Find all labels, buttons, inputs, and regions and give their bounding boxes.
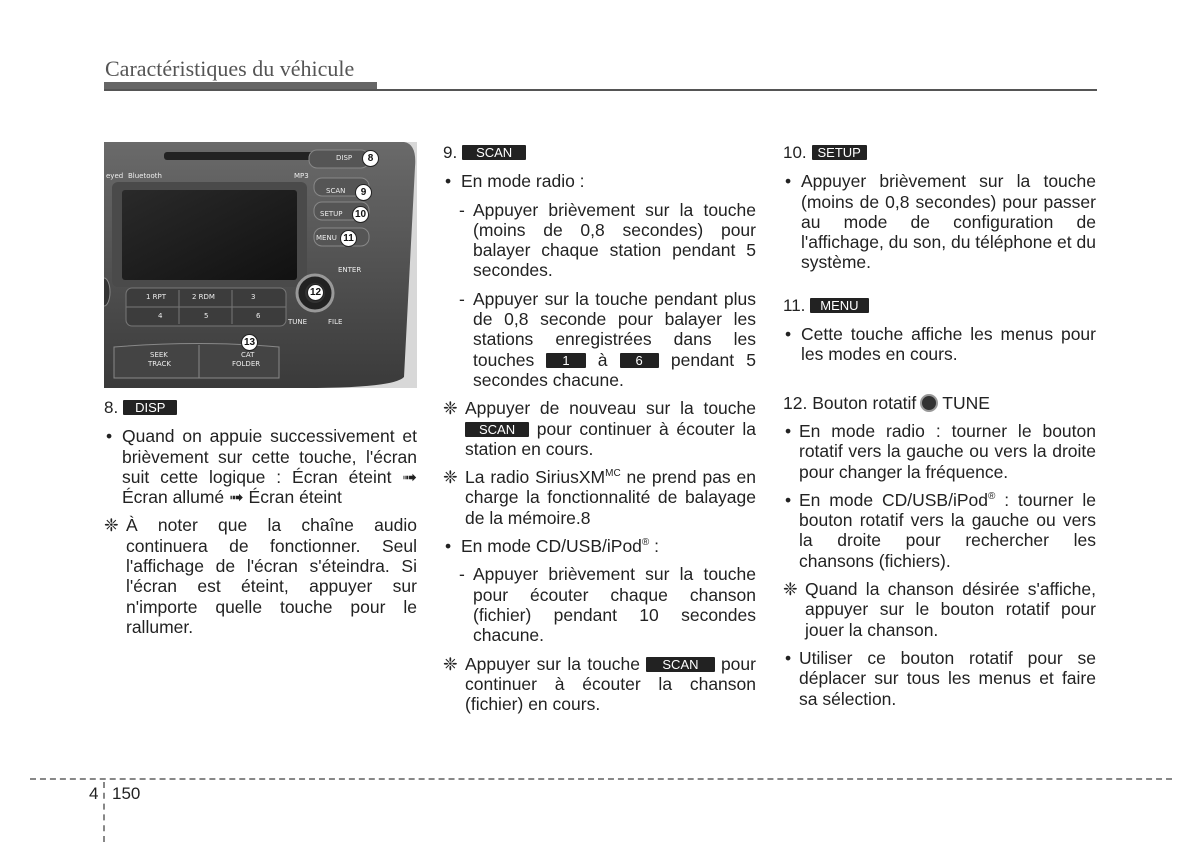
column-3 — [783, 142, 1096, 709]
siriusxm-note — [443, 467, 756, 528]
note-icon: ❈ — [783, 579, 798, 600]
and-text: à — [597, 349, 608, 370]
section-10-bullet: • Appuyer brièvement sur la touche (moins de 0,8 secondes) pour passer au mode de configuration de l'affichage, du son, du téléphone et du système. — [783, 171, 1096, 272]
footer-rule — [30, 778, 1172, 780]
section-11-heading — [783, 295, 1096, 316]
chapter-number: 4 — [89, 784, 99, 803]
bluetooth-label: Bluetooth — [128, 172, 162, 180]
scan-key-badge: SCAN — [646, 657, 714, 672]
column-1 — [104, 397, 417, 637]
note-text: Appuyer de nouveau sur la touche — [465, 398, 756, 419]
registered-mark: ® — [987, 491, 996, 503]
setup-button-label: SETUP — [320, 210, 343, 218]
note-text: pour continuer à écouter la station en cours. — [465, 418, 756, 459]
callout-12: 12 — [307, 284, 324, 301]
note-icon: ❈ — [443, 653, 458, 674]
scan-song-note — [443, 654, 756, 715]
section-number: 11. — [783, 295, 806, 315]
note-icon: ❈ — [104, 515, 119, 536]
callout-10: 10 — [352, 206, 369, 223]
cd-usb-mode-bullet: • En mode CD/USB/iPod® : — [443, 536, 756, 556]
scan-key-badge: SCAN — [465, 422, 529, 437]
enter-label: ENTER — [338, 266, 362, 274]
column-2 — [443, 142, 756, 714]
file-label: FILE — [328, 318, 343, 326]
preset-6-label: 6 — [256, 312, 261, 320]
eyed-label: eyed — [106, 172, 124, 180]
tune-menu-bullet: • Utiliser ce bouton rotatif pour se déplacer sur tous les menus et faire sa sélection. — [783, 648, 1096, 709]
note-text: Quand la chanson désirée s'affiche, appuyer sur le bouton rotatif pour jouer la chanson. — [805, 579, 1096, 640]
preset-1-key-badge: 1 — [546, 353, 585, 368]
callout-8: 8 — [362, 150, 379, 167]
folder-label: FOLDER — [232, 360, 261, 368]
callout-11: 11 — [340, 230, 357, 247]
note-text: La radio SiriusXM — [465, 467, 606, 488]
mc-superscript: MC — [605, 468, 621, 480]
tune-label: TUNE — [288, 318, 308, 326]
cat-label: CAT — [241, 351, 255, 359]
scan-resume-note — [443, 398, 756, 459]
preset-1-label: 1 RPT — [146, 293, 167, 301]
disp-button-label: DISP — [336, 154, 353, 162]
tune-note — [783, 579, 1096, 640]
tune-knob-icon — [920, 394, 938, 412]
section-number: 10. — [783, 143, 807, 162]
header-rule — [104, 89, 1097, 91]
preset-6-key-badge: 6 — [620, 353, 659, 368]
radio-mode-bullet: • En mode radio : — [443, 171, 756, 191]
mp3-logo: MP3 — [294, 172, 309, 180]
tune-label: TUNE — [942, 392, 990, 413]
section-12-title: 12. Bouton rotatif — [783, 392, 917, 413]
page-number: 150 — [112, 784, 141, 803]
setup-key-badge: SETUP — [812, 145, 867, 160]
section-10-heading — [783, 142, 1096, 163]
preset-3-label: 3 — [251, 293, 256, 301]
disp-key-badge: DISP — [123, 400, 177, 415]
menu-button-label: MENU — [316, 234, 337, 242]
track-label: TRACK — [148, 360, 171, 368]
seek-label: SEEK — [150, 351, 168, 359]
preset-5-label: 5 — [204, 312, 209, 320]
note-text: Appuyer sur la touche — [465, 653, 640, 674]
section-8-bullet: • Quand on appuie successivement et brièvement sur cette touche, l'écran suit cette logique : Écran éteint ➟ Écran allumé ➟ Écran éteint — [104, 426, 417, 507]
dash-text: pendant 5 secondes chacune. — [473, 349, 756, 390]
scan-key-badge: SCAN — [462, 145, 526, 160]
tune-cd-bullet: • En mode CD/USB/iPod® : tourner le bouton rotatif vers la gauche ou vers la droite pour rechercher les chansons (fichiers). — [783, 490, 1096, 571]
section-11-bullet: • Cette touche affiche les menus pour les modes en cours. — [783, 324, 1096, 365]
dash-text: Appuyer brièvement sur la touche (moins de 0,8 secondes) pour balayer chaque station pendant 5 secondes. — [473, 199, 756, 281]
section-12-heading — [783, 393, 1096, 413]
registered-mark: ® — [641, 537, 650, 549]
page-header-title: Caractéristiques du véhicule — [105, 56, 355, 81]
scan-button-label: SCAN — [326, 187, 346, 195]
section-9-heading — [443, 142, 756, 163]
tune-radio-bullet: • En mode radio : tourner le bouton rotatif vers la gauche ou vers la droite pour changer la fréquence. — [783, 421, 1096, 482]
section-number: 9. — [443, 143, 458, 162]
note-icon: ❈ — [443, 467, 458, 488]
note-text: À noter que la chaîne audio continuera de fonctionner. Seul l'affichage de l'écran s'éteindra. Si l'écran est éteint, appuyer sur n'importe quelle touche pour le rallumer. — [126, 515, 417, 637]
callout-13: 13 — [241, 334, 258, 351]
menu-key-badge: MENU — [810, 298, 868, 313]
callout-9: 9 — [355, 184, 372, 201]
preset-4-label: 4 — [158, 312, 163, 320]
preset-2-label: 2 RDM — [192, 293, 215, 301]
dash-text: Appuyer sur la touche pendant plus de 0,8 seconde pour balayer les stations enregistrées dans les touches — [473, 288, 756, 370]
radio-long-press-item: - Appuyer sur la touche pendant plus de 0,8 seconde pour balayer les stations enregistrées dans les touches 1 à 6 pendant 5 secondes chacune. — [459, 288, 756, 390]
footer-vertical-rule — [103, 782, 105, 842]
cd-short-press-item: - Appuyer brièvement sur la touche pour écouter chaque chanson (fichier) pendant 10 secondes chacune. — [459, 564, 756, 646]
note-icon: ❈ — [443, 398, 458, 419]
note-text: ne prend pas en charge la fonctionnalité de balayage de la mémoire.8 — [465, 467, 756, 528]
audio-unit-photo — [104, 142, 417, 388]
radio-short-press-item: - Appuyer brièvement sur la touche (moins de 0,8 secondes) pour balayer chaque station pendant 5 secondes. — [459, 199, 756, 281]
section-number: 8. — [104, 398, 119, 417]
section-8-note — [104, 515, 417, 637]
section-8-heading — [104, 397, 417, 418]
note-text: pour continuer à écouter la chanson (fichier) en cours. — [465, 653, 756, 715]
dash-text: Appuyer brièvement sur la touche pour écouter chaque chanson (fichier) pendant 10 secondes chacune. — [473, 564, 756, 646]
